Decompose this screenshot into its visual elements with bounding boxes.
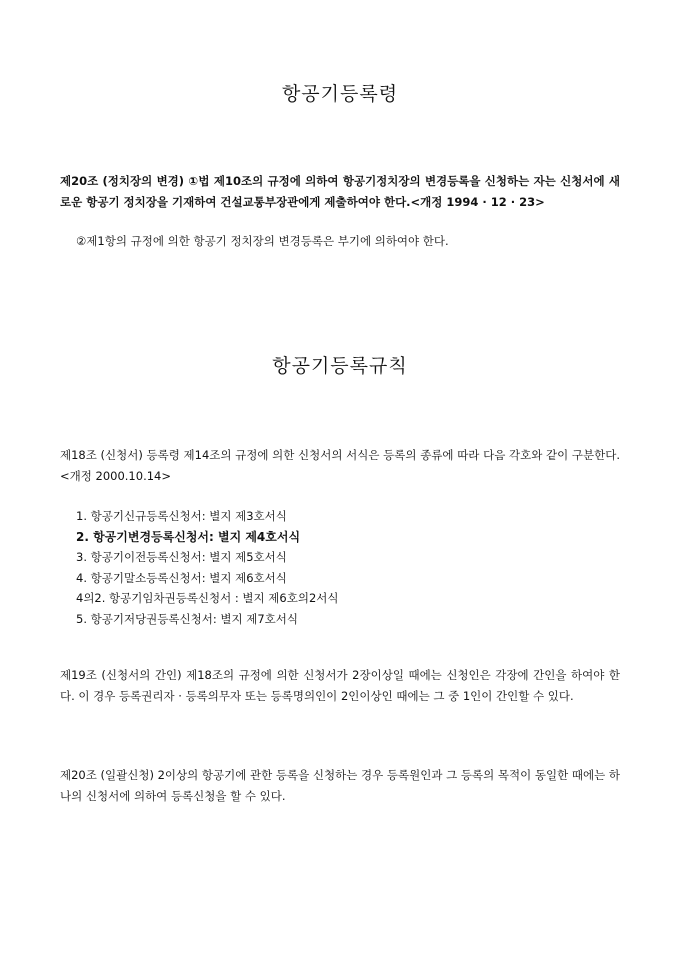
rules-title: 항공기등록규칙 — [272, 355, 408, 377]
decree-title: 항공기등록령 — [281, 83, 399, 105]
form-list-item: 5. 항공기저당권등록신청서: 별지 제7호서식 — [76, 611, 298, 626]
form-list-item: 2. 항공기변경등록신청서: 별지 제4호서식 — [76, 529, 301, 544]
rules-article-18: 제18조 (신청서) 등록령 제14조의 규정에 의한 신청서의 서식은 등록의 종류에 따라 다음 각호와 같이 구분한다.<개정 2000.10.14> — [60, 448, 620, 483]
form-list — [76, 506, 339, 629]
decree-article-20-para-2: ②제1항의 규정에 의한 항공기 정치장의 변경등록은 부기에 의하여야 한다. — [76, 234, 449, 248]
rules-article-20: 제20조 (일괄신청) 2이상의 항공기에 관한 등록을 신청하는 경우 등록원인과 그 등록의 목적이 동일한 때에는 하나의 신청서에 의하여 등록신청을 할 수 있다. — [60, 768, 620, 803]
rules-article-19: 제19조 (신청서의 간인) 제18조의 규정에 의한 신청서가 2장이상일 때에는 신청인은 각장에 간인을 하여야 한다. 이 경우 등록권리자 · 등록의무자 또는 등록명의인이 2인이상인 때에는 그 중 1인이 간인할 수 있다. — [60, 668, 620, 703]
form-list-item: 1. 항공기신규등록신청서: 별지 제3호서식 — [76, 509, 287, 523]
form-list-item: 4. 항공기말소등록신청서: 별지 제6호서식 — [76, 570, 287, 585]
form-list-item: 4의2. 항공기임차권등록신청서 : 별지 제6호의2서식 — [76, 591, 339, 605]
form-list-item: 3. 항공기이전등록신청서: 별지 제5호서식 — [76, 550, 287, 564]
decree-article-20-para-1: 제20조 (정치장의 변경) ①법 제10조의 규정에 의하여 항공기정치장의 변경등록을 신청하는 자는 신청서에 새로운 항공기 정치장을 기재하여 건설교통부장관에게 제출하여야 한다.<개정 1994 · 12 · 23> — [60, 174, 620, 209]
